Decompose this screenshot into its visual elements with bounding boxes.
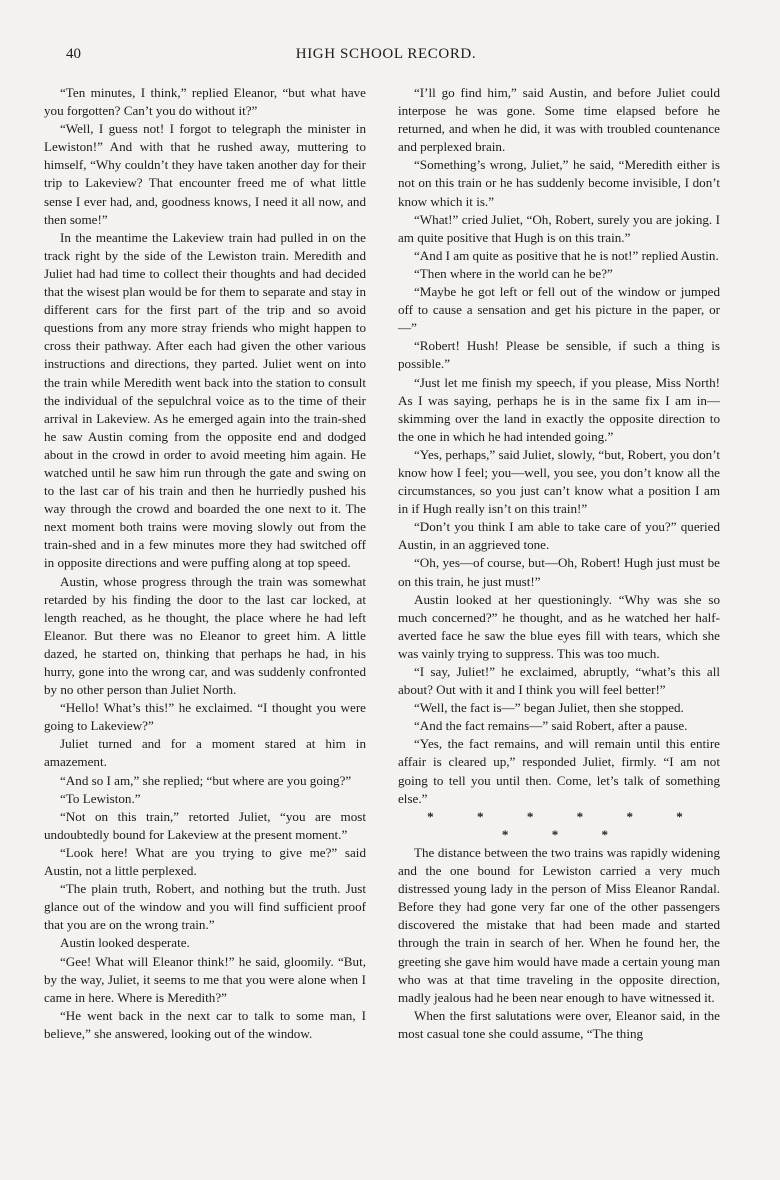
paragraph: “I say, Juliet!” he exclaimed, abruptly, “what’s this all about? Out with it and I think you will feel better!” [398,664,720,698]
paragraph: “Not on this train,” retorted Juliet, “you are most undoubtedly bound for Lakeview at the present moment.” [44,808,366,842]
paragraph: “Yes, the fact remains, and will remain until this entire affair is cleared up,” responded Juliet, firmly. “I am not going to tell you until then. Come, let’s talk of something else.” [398,736,720,806]
paragraph: “Maybe he got left or fell out of the window or jumped off to cause a sensation and get his picture in the paper, or—” [398,284,720,336]
paragraph: “To Lewiston.” [60,790,141,806]
page-number: 40 [66,46,81,62]
paragraph: In the meantime the Lakeview train had pulled in on the track right by the side of the Lewiston train. Meredith and Juliet had had time to collect their thoughts and had decided that the wisest plan would be for them to separate and stay in different cars for the first part of the trip and so avoid questions from any more stray friends who might happen to cross their pathway. After each had given the other various instructions and directions, they parted. Juliet went on into the train while Meredith went back into the station to consult the individual of the sepulchral voice as to the time of their arrival in Lakeview. As he emerged again into the train-shed he saw Austin coming from the opposite end and dodged about in the crowd in order to avoid meeting him again. He watched until he saw him run through the gate and swing on to the last car of his train and then he hurriedly pushed his way through the crowd and boarded the one next to it. The next moment both trains were moving slowly out from the train-shed and in a few minutes more they had switched off in opposite directions and were puffing along at top speed. [44,229,366,571]
paragraph: “He went back in the next car to talk to some man, I believe,” she answered, looking out of the window. [44,1007,366,1041]
paragraph: “Well, the fact is—” began Juliet, then she stopped. [414,700,684,716]
paragraph: When the first salutations were over, Eleanor said, in the most casual tone she could assume, “The thing [398,1007,720,1041]
paragraph: “The plain truth, Robert, and nothing but the truth. Just glance out of the window and you will find sufficient proof that you are on the wrong train.” [44,881,366,933]
paragraph: “Robert! Hush! Please be sensible, if such a thing is possible.” [398,338,720,372]
paragraph: “Look here! What are you trying to give me?” said Austin, not a little perplexed. [44,844,366,879]
right-column [398,84,720,1043]
paragraph: “I’ll go find him,” said Austin, and before Juliet could interpose he was gone. Some time elapsed before he returned, and when he did, it was with troubled countenance and perplexed brain. [398,85,720,155]
paragraph: The distance between the two trains was rapidly widening and the one bound for Lewiston carried a very much distressed young lady in the person of Miss Eleanor Randal. Before they had gone very far one of the other passengers discovered the mistake that had been made and started through the train in search of her. When he found her, the greeting she gave him would have made a certain young man who was at that time traveling in the opposite direction, madly jealous had he been near enough to have witnessed it. [398,844,720,1005]
paragraph: Austin, whose progress through the train was somewhat retarded by his finding the door to the last car locked, at length reached, as he thought, the place where he had left Eleanor. But there was no Eleanor to greet him. A little dazed, he started on, thinking that perhaps he had, in his hurry, gone into the wrong car, and was suddenly confronted by no other person than Juliet North. [44,573,366,698]
running-title: HIGH SCHOOL RECORD. [295,46,477,62]
section-separator: * * * * * * * * * [427,808,703,842]
paragraph: “Well, I guess not! I forgot to telegraph the minister in Lewiston!” And with that he rushed away, muttering to himself, “Why couldn’t they have taken another day for their trip to Lakeview? That encounter freed me of what little sense I ever had, and, goodness knows, I need it all now, and then some!” [44,121,366,227]
paragraph: “Ten minutes, I think,” replied Eleanor, “but what have you forgotten? Can’t you do without it?” [44,85,366,119]
paragraph: “Don’t you think I am able to take care of you?” queried Austin, in an aggrieved tone. [398,519,720,553]
paragraph: “Something’s wrong, Juliet,” he said, “Meredith either is not on this train or he has suddenly become invisible, I don’t know which it is.” [398,157,720,209]
paragraph: “Then where in the world can he be?” [414,265,613,281]
paragraph: Austin looked desperate. [60,935,190,951]
paragraph: “Yes, perhaps,” said Juliet, slowly, “but, Robert, you don’t know how I feel; you—well, you see, you don’t know all the circumstances, so you just can’t know what a position I am in if Hugh really isn’t on this train!” [398,446,720,517]
paragraph: “And the fact remains—” said Robert, after a pause. [414,718,688,734]
paragraph: “And so I am,” she replied; “but where are you going?” [60,772,352,788]
paragraph: Austin looked at her questioningly. “Why was she so much concerned?” he thought, and as he watched her half-averted face he saw the blue eyes fill with tears, which she was vainly trying to suppress. This was too much. [398,591,720,661]
paragraph: “And I am quite as positive that he is not!” replied Austin. [414,247,719,263]
paragraph: “Just let me finish my speech, if you please, Miss North! As I was saying, perhaps he is in the same fix I am in—skimming over the land in exactly the opposite direction to the one in which he had intended going.” [398,374,720,444]
left-column [44,84,366,1043]
paragraph: “Oh, yes—of course, but—Oh, Robert! Hugh just must be on this train, he just must!” [398,555,720,589]
paragraph: Juliet turned and for a moment stared at him in amazement. [44,736,366,770]
page-header [66,46,706,70]
paragraph: “Gee! What will Eleanor think!” he said, gloomily. “But, by the way, Juliet, it seems to me that you were alone when I came in here. Where is Meredith?” [44,953,366,1005]
paragraph: “What!” cried Juliet, “Oh, Robert, surely you are joking. I am quite positive that Hugh is on this train.” [398,211,720,245]
paragraph: “Hello! What’s this!” he exclaimed. “I thought you were going to Lakeview?” [44,700,366,734]
